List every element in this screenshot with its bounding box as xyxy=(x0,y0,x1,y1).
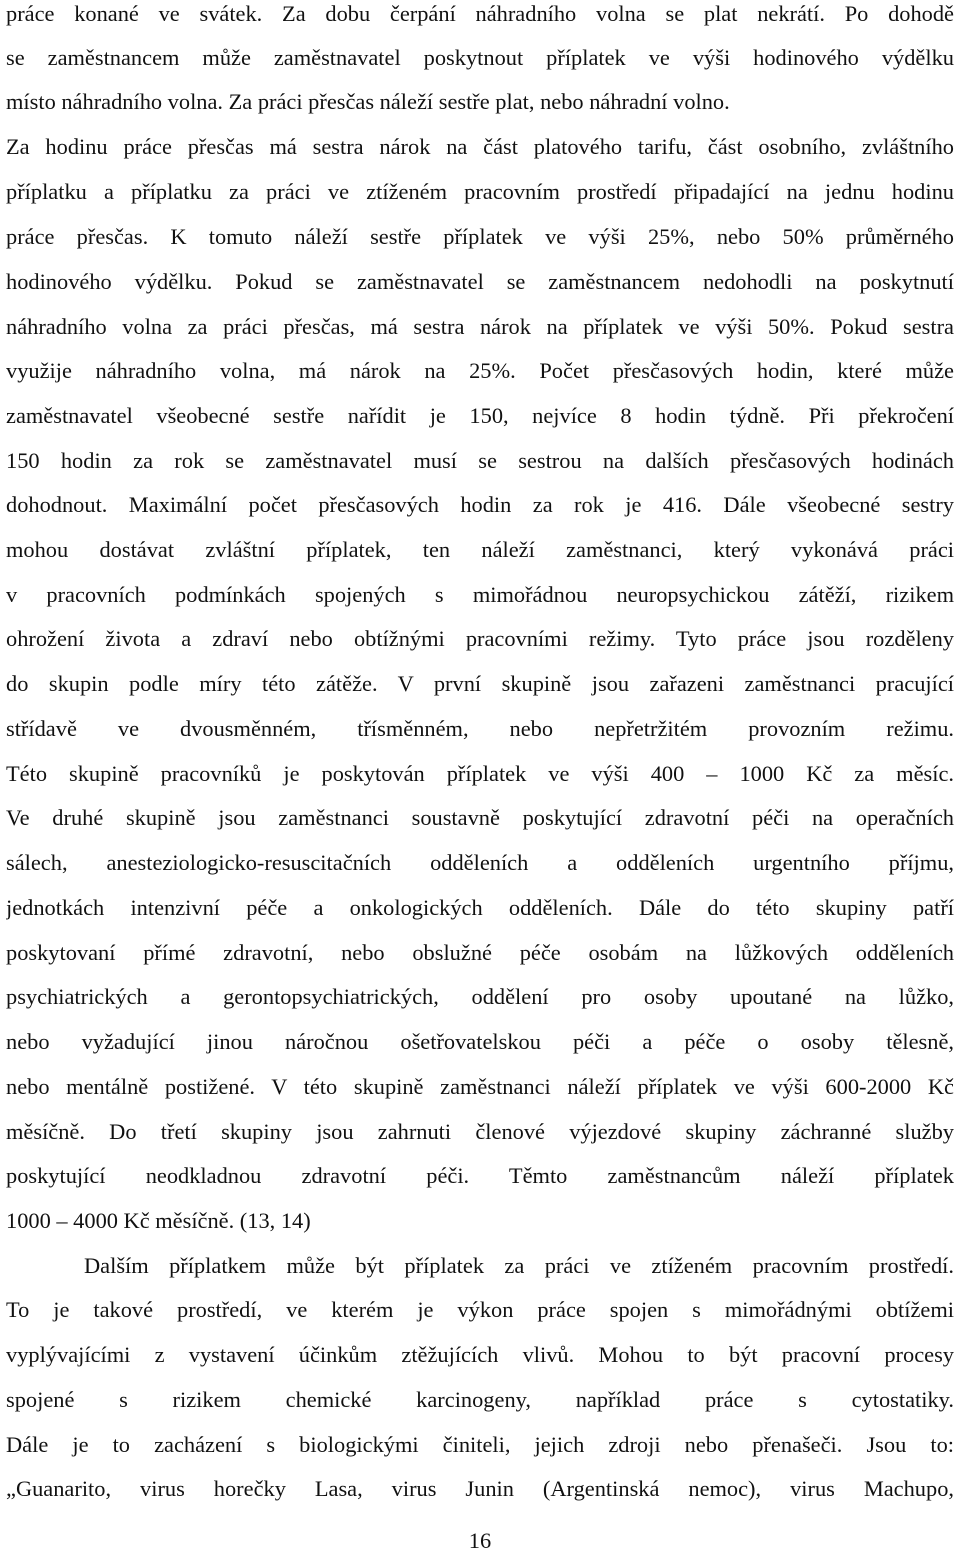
text-line: nebo mentálně postižené. V této skupině zaměstnanci náleží příplatek ve výši 600-2000 Kč xyxy=(6,1074,954,1099)
text-line: do skupin podle míry této zátěže. V první skupině jsou zařazeni zaměstnanci pracující xyxy=(6,671,954,696)
text-line: nebo vyžadující jinou náročnou ošetřovatelskou péči a péče o osoby tělesně, xyxy=(6,1029,954,1054)
text-line: využije náhradního volna, má nárok na 25%. Počet přesčasových hodin, které může xyxy=(6,358,954,383)
text-line: vyplývajícími z vystavení účinkům ztěžujících vlivů. Mohou to být pracovní procesy xyxy=(6,1342,954,1367)
page-number: 16 xyxy=(468,1528,492,1553)
text-line: jednotkách intenzivní péče a onkologických odděleních. Dále do této skupiny patří xyxy=(6,895,954,920)
text-line: zaměstnavatel všeobecné sestře nařídit je 150, nejvíce 8 hodin týdně. Při překročení xyxy=(6,403,954,428)
text-line: 150 hodin za rok se zaměstnavatel musí se sestrou na dalších přesčasových hodinách xyxy=(6,448,954,473)
text-line: měsíčně. Do třetí skupiny jsou zahrnuti členové výjezdové skupiny záchranné služby xyxy=(6,1119,954,1144)
text-line: poskytovaní přímé zdravotní, nebo obslužné péče osobám na lůžkových odděleních xyxy=(6,940,954,965)
text-line: spojené s rizikem chemické karcinogeny, například práce s cytostatiky. xyxy=(6,1387,954,1412)
text-line: střídavě ve dvousměnném, třísměnném, nebo nepřetržitém provozním režimu. xyxy=(6,716,954,741)
text-line: práce konané ve svátek. Za dobu čerpání náhradního volna se plat nekrátí. Po dohodě xyxy=(6,1,954,26)
text-line: se zaměstnancem může zaměstnavatel poskytnout příplatek ve výši hodinového výdělku xyxy=(6,45,954,70)
text-line: To je takové prostředí, ve kterém je výkon práce spojen s mimořádnými obtížemi xyxy=(6,1297,954,1322)
text-line: 1000 – 4000 Kč měsíčně. (13, 14) xyxy=(6,1208,311,1233)
text-line: místo náhradního volna. Za práci přesčas náleží sestře plat, nebo náhradní volno. xyxy=(6,89,730,114)
text-line: „Guanarito, virus horečky Lasa, virus Junin (Argentinská nemoc), virus Machupo, xyxy=(6,1476,954,1501)
text-line: náhradního volna za práci přesčas, má sestra nárok na příplatek ve výši 50%. Pokud sestra xyxy=(6,314,954,339)
text-line: příplatku a příplatku za práci ve ztíženém pracovním prostředí připadající na jednu hodinu xyxy=(6,179,954,204)
text-line: poskytující neodkladnou zdravotní péči. Těmto zaměstnancům náleží příplatek xyxy=(6,1163,954,1188)
text-line: Za hodinu práce přesčas má sestra nárok na část platového tarifu, část osobního, zvláštního xyxy=(6,134,954,159)
text-line: dohodnout. Maximální počet přesčasových hodin za rok je 416. Dále všeobecné sestry xyxy=(6,492,954,517)
text-line: sálech, anesteziologicko-resuscitačních odděleních a odděleních urgentního příjmu, xyxy=(6,850,954,875)
text-line: Této skupině pracovníků je poskytován příplatek ve výši 400 – 1000 Kč za měsíc. xyxy=(6,761,954,786)
text-line: hodinového výdělku. Pokud se zaměstnavatel se zaměstnancem nedohodli na poskytnutí xyxy=(6,269,954,294)
text-line: v pracovních podmínkách spojených s mimořádnou neuropsychickou zátěží, rizikem xyxy=(6,582,954,607)
text-line: práce přesčas. K tomuto náleží sestře příplatek ve výši 25%, nebo 50% průměrného xyxy=(6,224,954,249)
text-line: Ve druhé skupině jsou zaměstnanci soustavně poskytující zdravotní péči na operačních xyxy=(6,805,954,830)
text-line: ohrožení života a zdraví nebo obtížnými pracovními režimy. Tyto práce jsou rozděleny xyxy=(6,626,954,651)
text-line: psychiatrických a gerontopsychiatrických, oddělení pro osoby upoutané na lůžko, xyxy=(6,984,954,1009)
text-line: mohou dostávat zvláštní příplatek, ten náleží zaměstnanci, který vykonává práci xyxy=(6,537,954,562)
text-line: Dále je to zacházení s biologickými činiteli, jejich zdroji nebo přenašeči. Jsou to: xyxy=(6,1432,954,1457)
text-line: Dalším příplatkem může být příplatek za práci ve ztíženém pracovním prostředí. xyxy=(84,1253,954,1278)
